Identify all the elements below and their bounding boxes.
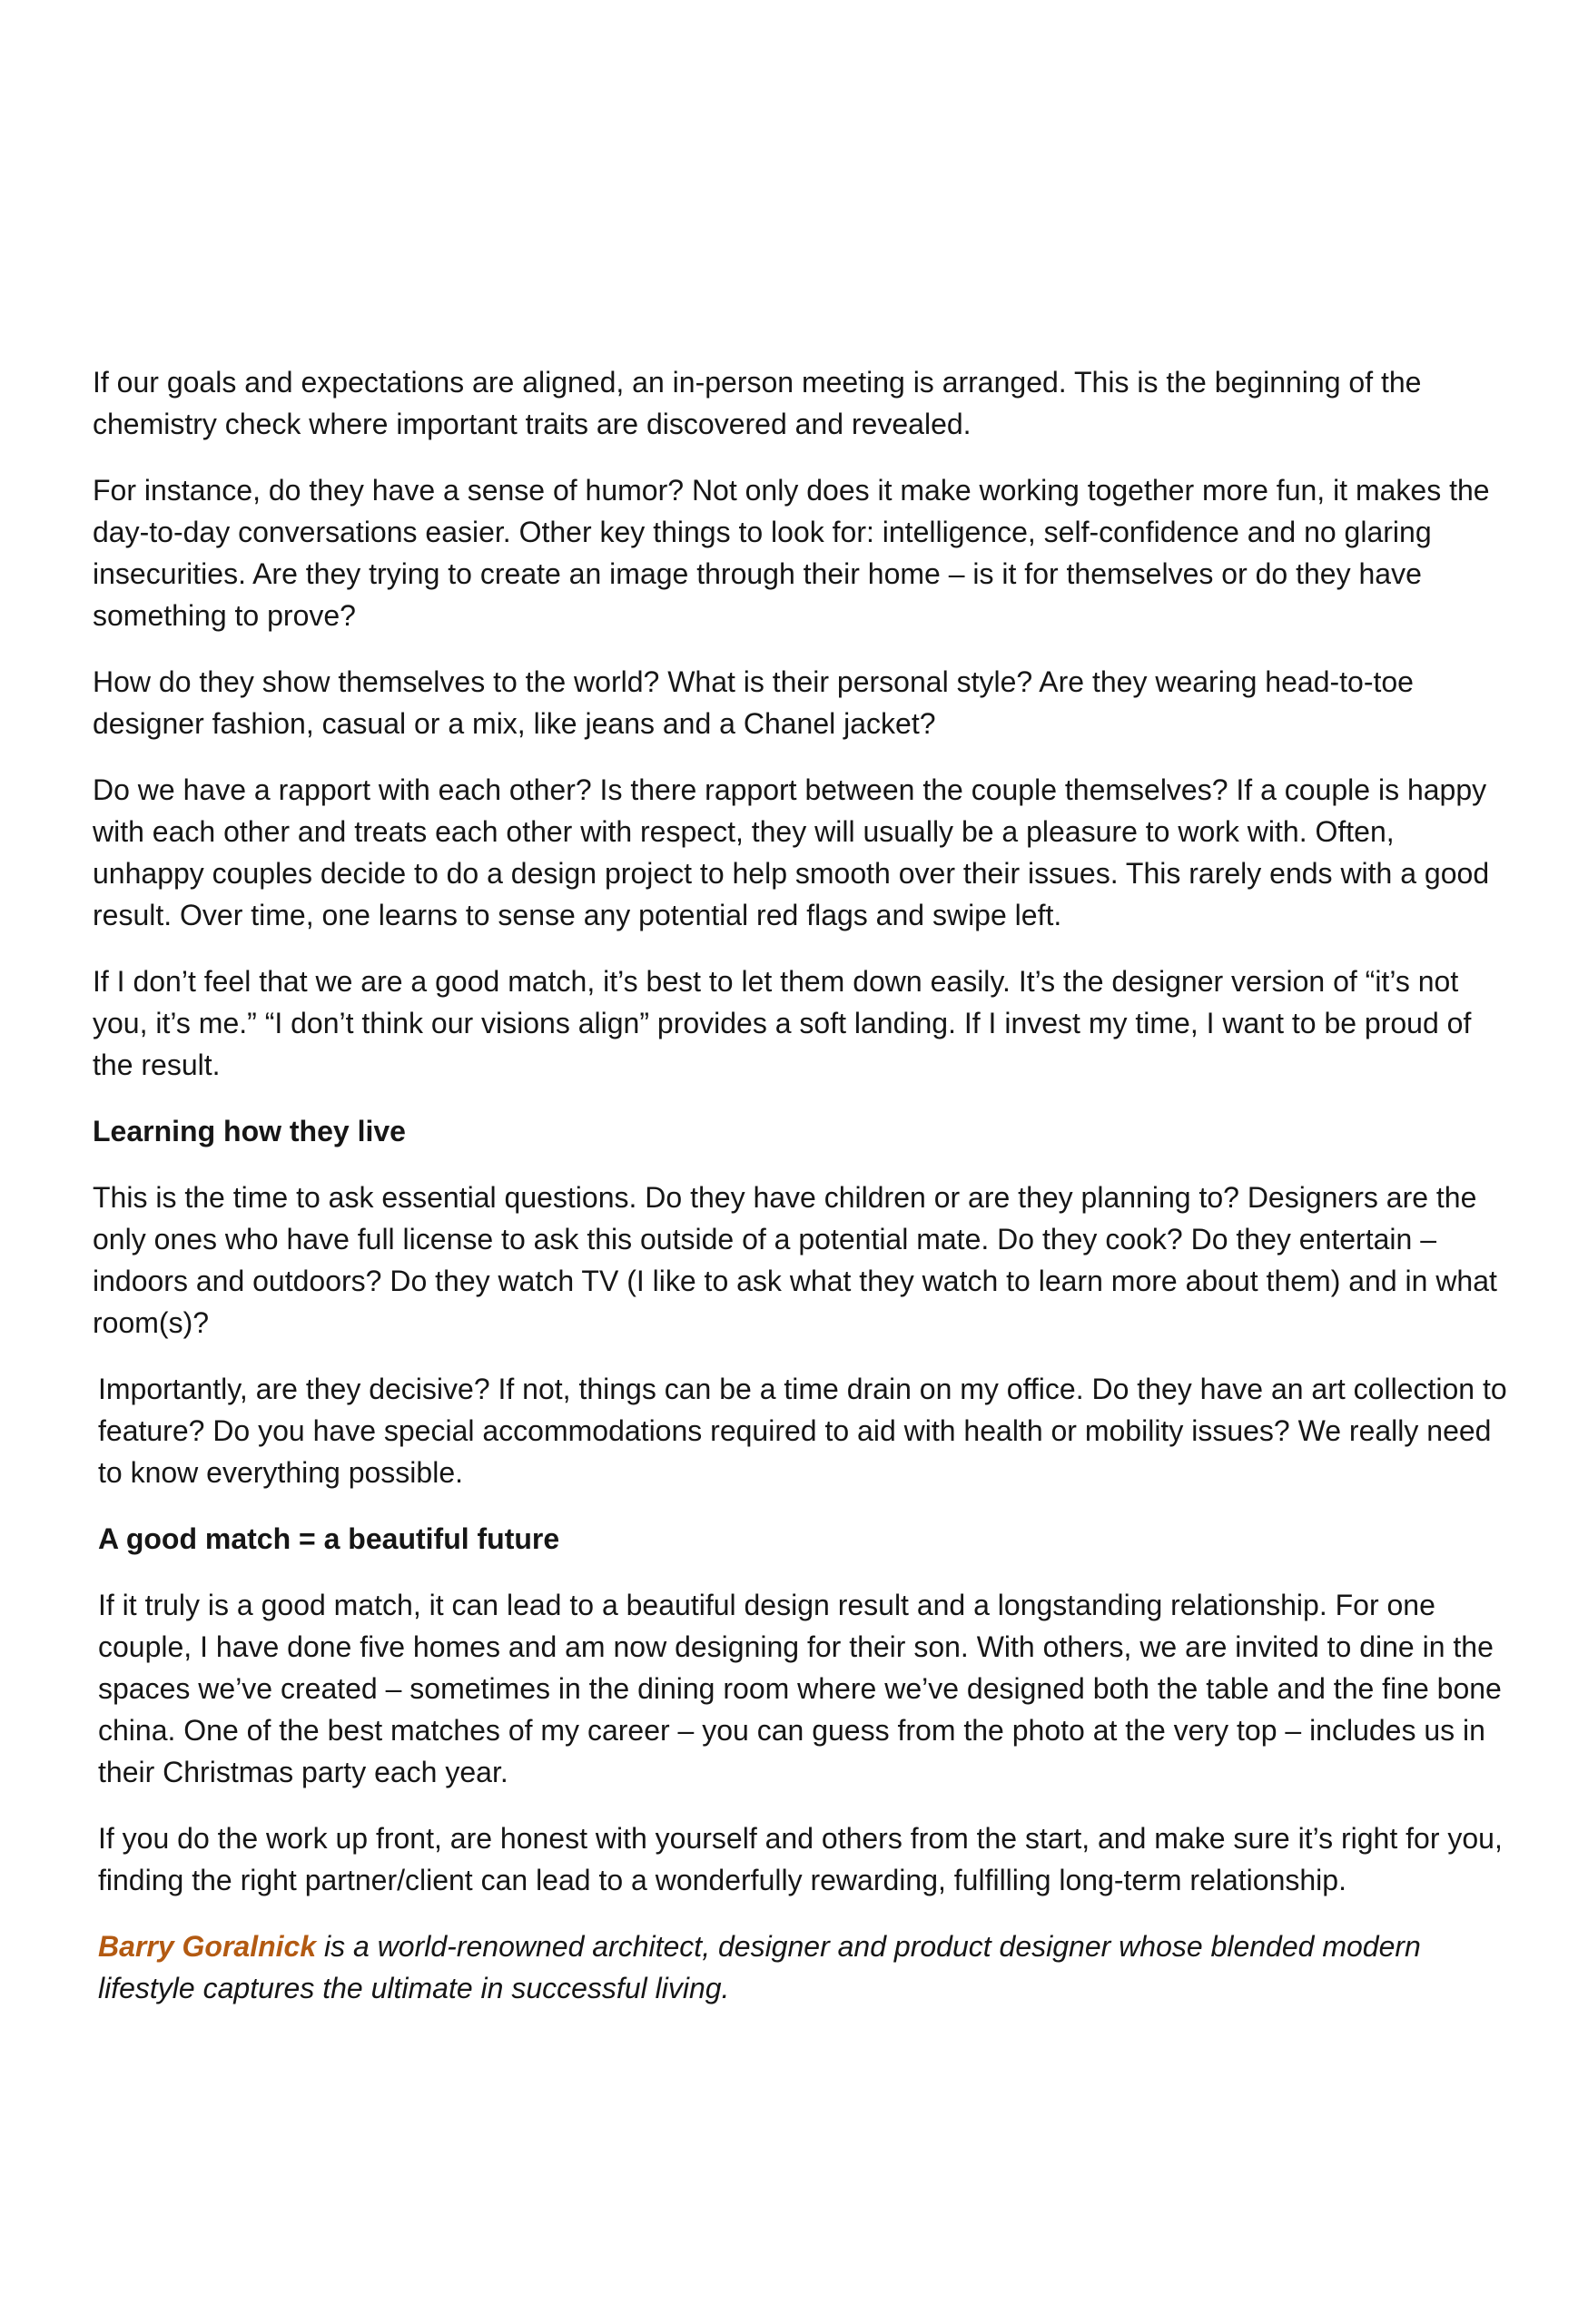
- paragraph-beautiful-design-result: If it truly is a good match, it can lead to a beautiful design result and a longstanding relationship. For one couple, I have done five homes and am now designing for their son. With others, we are invited to dine in the spaces we’ve created – sometimes in the dining room where we’ve designed both the table and the fine bone china. One of the best matches of my career – you can guess from the photo at the very top – includes us in their Christmas party each year.: [98, 1589, 1502, 1788]
- author-bio-text: is a world-renowned architect, designer and product designer whose blended modern lifestyle captures the ultimate in successful living.: [98, 1930, 1421, 2004]
- paragraph-good-match: If I don’t feel that we are a good match, it’s best to let them down easily. It’s the designer version of “it’s not you, it’s me.” “I don’t think our visions align” provides a soft landing. If I invest my time, I want to be proud of the result.: [93, 965, 1472, 1081]
- author-link[interactable]: Barry Goralnick: [98, 1930, 317, 1963]
- paragraph-work-up-front: If you do the work up front, are honest with yourself and others from the start, and make sure it’s right for you, finding the right partner/client can lead to a wonderfully rewarding, fulfilling long-term relationship.: [98, 1822, 1503, 1896]
- paragraph-personal-style: How do they show themselves to the world? What is their personal style? Are they wearing head-to-toe designer fashion, casual or a mix, like jeans and a Chanel jacket?: [93, 665, 1414, 740]
- paragraph-essential-questions: This is the time to ask essential questions. Do they have children or are they planning to? Designers are the only ones who have full license to ask this outside of a potential mate. Do they cook? Do they entertain – indoors and outdoors? Do they watch TV (I like to ask what they watch to learn more about them) and in what room(s)?: [93, 1181, 1497, 1339]
- author-bio: [98, 1925, 1509, 2009]
- paragraph-in-person-meeting: If our goals and expectations are aligned, an in-person meeting is arranged. This is the beginning of the chemistry check where important traits are discovered and revealed.: [93, 366, 1422, 440]
- paragraph-sense-of-humor: For instance, do they have a sense of humor? Not only does it make working together more fun, it makes the day-to-day conversations easier. Other key things to look for: intelligence, self-confidence and no glaring insecurities. Are they trying to create an image through their home – is it for themselves or do they have something to prove?: [93, 474, 1490, 632]
- paragraph-decisive: Importantly, are they decisive? If not, things can be a time drain on my office. Do they have an art collection to feature? Do you have special accommodations required to aid with health or mobility issues? We really need to know everything possible.: [98, 1373, 1507, 1489]
- paragraph-rapport: Do we have a rapport with each other? Is there rapport between the couple themselves? If a couple is happy with each other and treats each other with respect, they will usually be a pleasure to work with. Often, unhappy couples decide to do a design project to help smooth over their issues. This rarely ends with a good result. Over time, one learns to sense any potential red flags and swipe left.: [93, 773, 1490, 931]
- article-lower-section: [93, 1368, 1509, 2009]
- article-body: [93, 361, 1509, 2034]
- heading-learning-how-they-live: Learning how they live: [93, 1115, 406, 1147]
- heading-good-match-beautiful-future: A good match = a beautiful future: [98, 1522, 560, 1555]
